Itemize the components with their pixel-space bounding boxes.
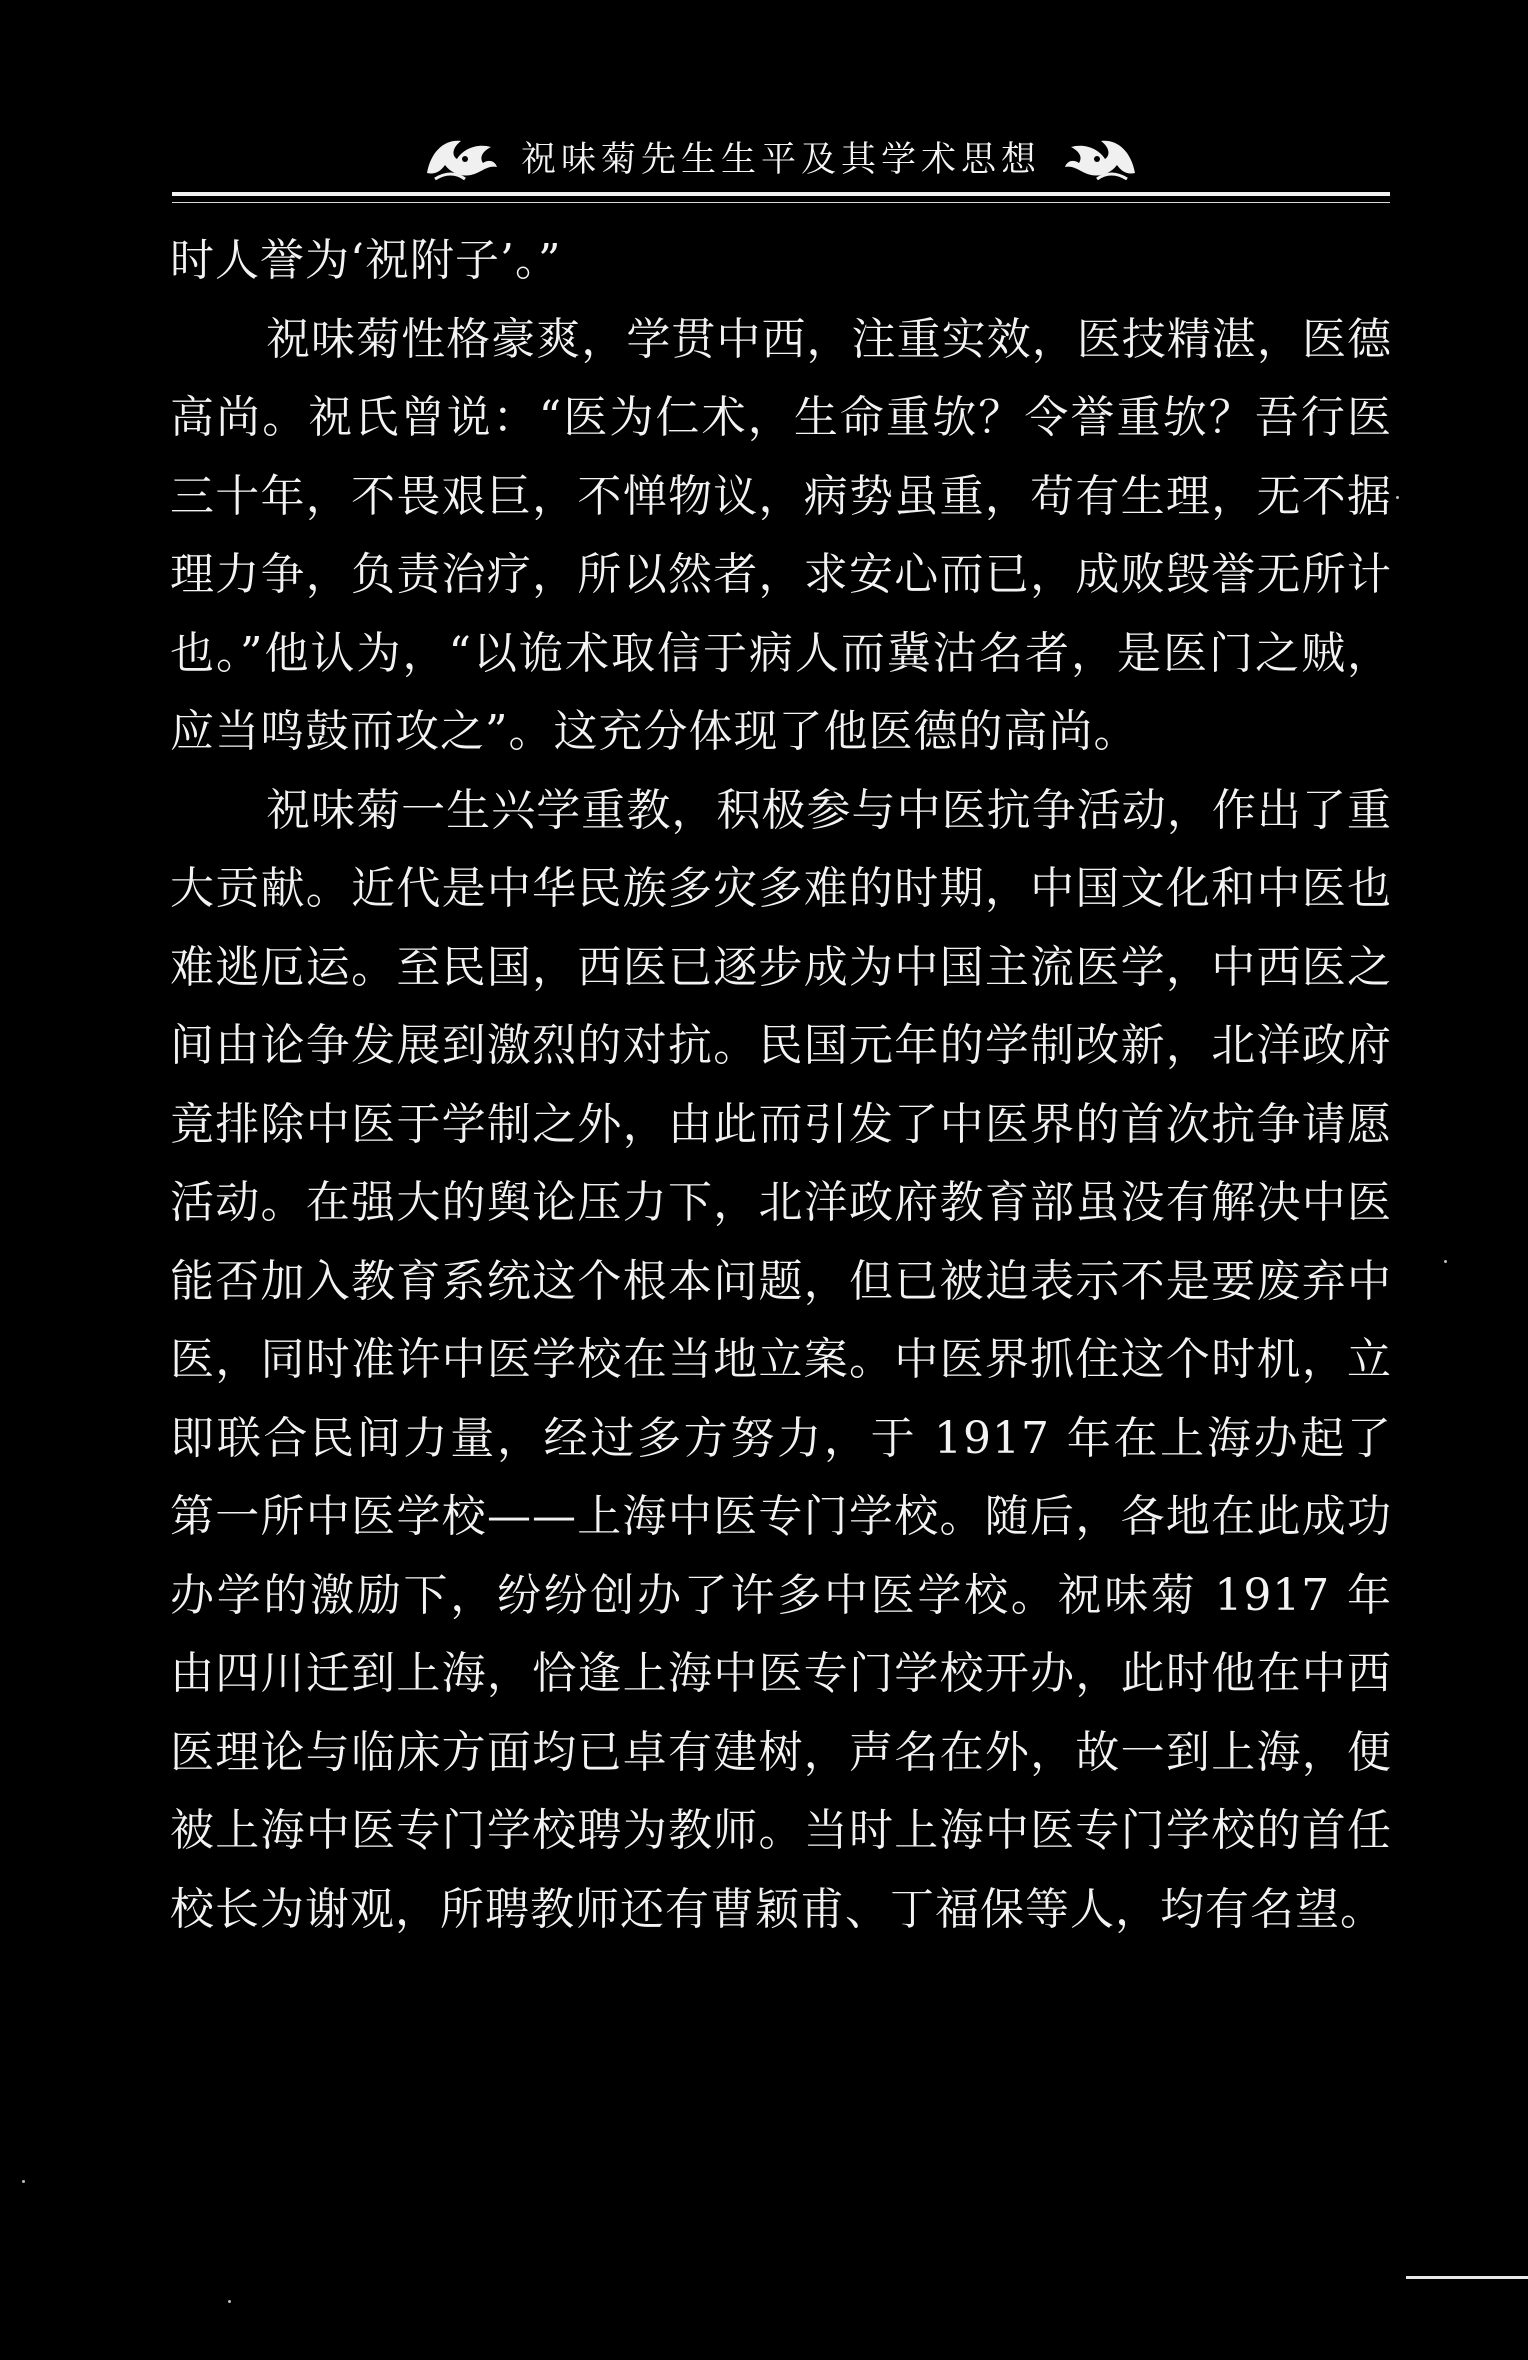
body-text	[170, 222, 1392, 1949]
paragraph: 祝味菊性格豪爽，学贯中西，注重实效，医技精湛，医德高尚。祝氏曾说：“医为仁术，生命重欤？令誉重欤？吾行医三十年，不畏艰巨，不惮物议，病势虽重，苟有生理，无不据理力争，负责治疗，所以然者，求安心而已，成败毁誉无所计也。”他认为，“以诡术取信于病人而冀沽名者，是医门之贼，应当鸣鼓而攻之”。这充分体现了他医德的高尚。	[170, 313, 1392, 757]
scan-speck	[1396, 496, 1399, 499]
running-header	[172, 118, 1390, 196]
scan-speck	[228, 2300, 231, 2303]
paragraph: 祝味菊一生兴学重教，积极参与中医抗争活动，作出了重大贡献。近代是中华民族多灾多难的时期，中国文化和中医也难逃厄运。至民国，西医已逐步成为中国主流医学，中西医之间由论争发展到激烈的对抗。民国元年的学制改新，北洋政府竟排除中医于学制之外，由此而引发了中医界的首次抗争请愿活动。在强大的舆论压力下，北洋政府教育部虽没有解决中医能否加入教育系统这个根本问题，但已被迫表示不是要废弃中医，同时准许中医学校在当地立案。中医界抓住这个时机，立即联合民间力量，经过多方努力，于 1917 年在上海办起了第一所中医学校——上海中医专门学校。随后，各地在此成功办学的激励下，纷纷创办了许多中医学校。祝味菊 1917 年由四川迁到上海，恰逢上海中医专门学校开办，此时他在中西医理论与临床方面均已卓有建树，声名在外，故一到上海，便被上海中医专门学校聘为教师。当时上海中医专门学校的首任校长为谢观，所聘教师还有曹颖甫、丁福保等人，均有名望。	[170, 784, 1392, 1935]
scan-speck	[22, 2180, 25, 2183]
footer-rule	[1406, 2276, 1528, 2279]
dragon-ornament-icon	[421, 129, 503, 185]
running-header-title: 祝味菊先生生平及其学术思想	[520, 140, 1041, 180]
scan-speck	[1444, 1260, 1447, 1263]
header-rule-thick	[172, 192, 1390, 196]
paragraph-continuation: 时人誉为‘祝附子’。”	[170, 235, 562, 286]
header-rule-thin	[172, 202, 1390, 203]
dragon-ornament-icon	[1059, 129, 1141, 185]
